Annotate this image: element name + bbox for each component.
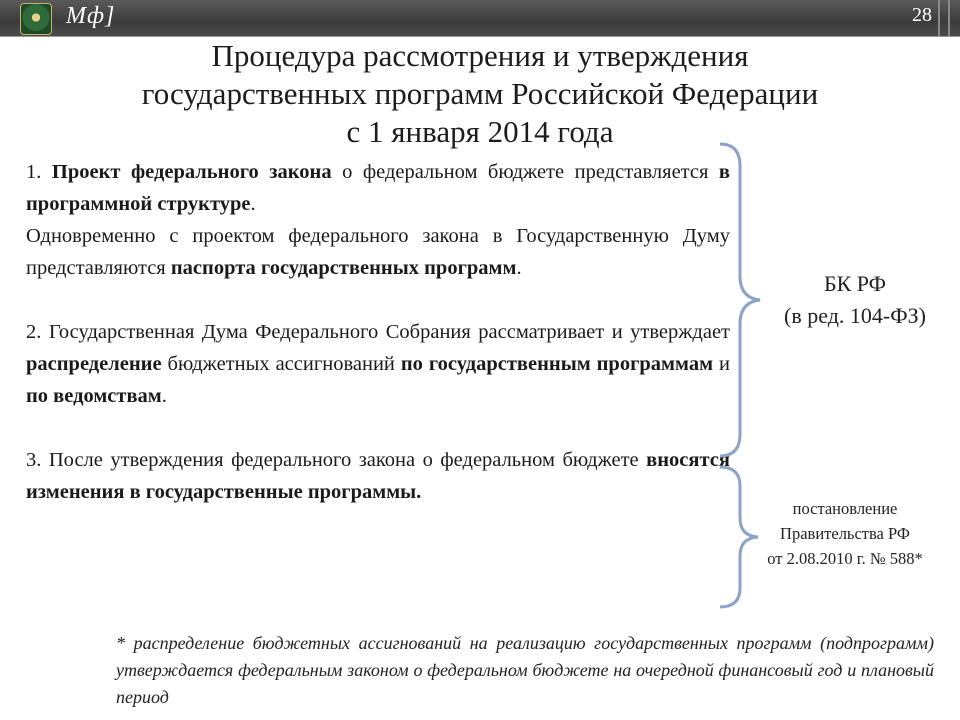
government-decree-reference: постановление Правительства РФ от 2.08.2010 г. № 588* — [767, 499, 923, 568]
header-bar — [0, 0, 960, 37]
footnote: * распределение бюджетных ассигнований на реализацию государственных программ (подпрограмм) утверждается федеральным законом о федеральном бюджете на очередной финансовый год и плановый период — [116, 633, 934, 707]
title-line: Процедура рассмотрения и утверждения — [211, 38, 749, 73]
slide-number: 28 — [912, 4, 932, 26]
title-line: государственных программ Российской Федерации — [141, 76, 819, 111]
curly-brace-top — [716, 140, 766, 460]
procedure-list — [26, 156, 730, 508]
procedure-step-1: 1. Проект федерального закона о федеральном бюджете представляется в программной структуре. — [26, 161, 730, 215]
procedure-step-1-passports: Одновременно с проектом федерального закона в Государственную Думу представляются паспорта государственных программ. — [26, 225, 730, 279]
procedure-step-3: 3. После утверждения федерального закона о федеральном бюджете вносятся изменения в государственные программы. — [26, 449, 730, 503]
crest-logo-icon — [20, 3, 52, 35]
budget-code-reference: БК РФ (в ред. 104-ФЗ) — [784, 271, 926, 328]
slide-title — [80, 37, 880, 151]
brand-logo-text: Мф] — [66, 3, 116, 29]
title-line: с 1 января 2014 года — [346, 114, 614, 149]
header-divider — [938, 0, 940, 36]
procedure-step-2: 2. Государственная Дума Федерального Собрания рассматривает и утверждает распределение бюджетных ассигнований по государственным программам и по ведомствам. — [26, 321, 730, 407]
header-divider — [948, 0, 950, 36]
